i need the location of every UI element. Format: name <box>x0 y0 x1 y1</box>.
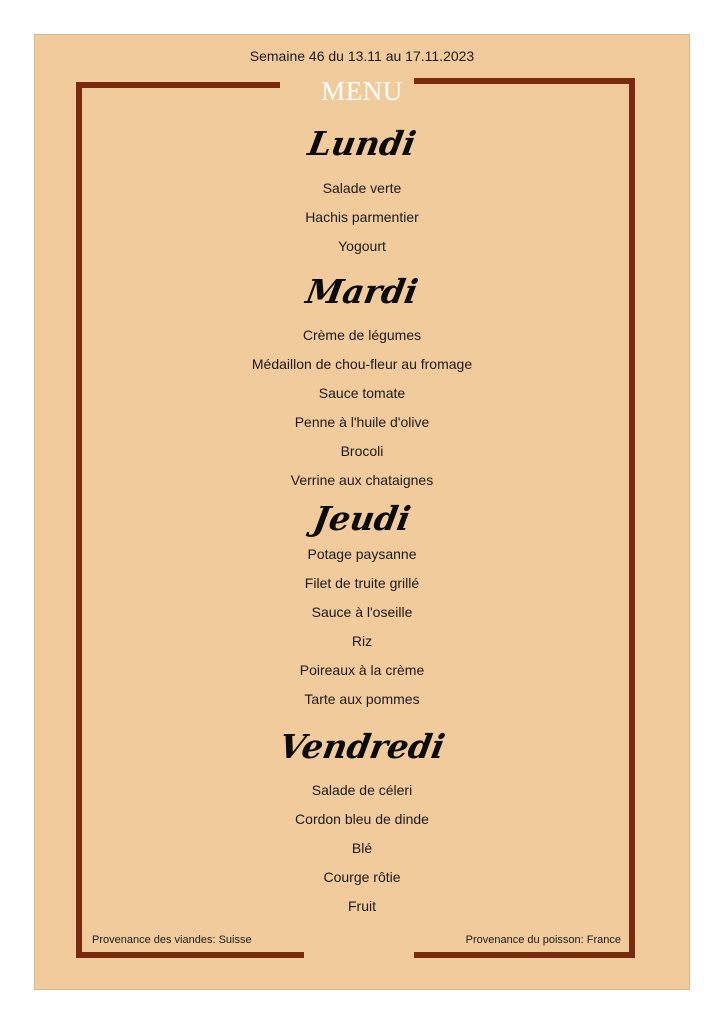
dish-item: Poireaux à la crème <box>299 662 425 678</box>
frame-bottom-right <box>414 952 635 958</box>
dish-item: Filet de truite grillé <box>304 575 420 591</box>
dish-item: Courge rôtie <box>323 869 401 885</box>
day-title-lundi: Lundi <box>305 124 419 163</box>
dish-item: Salade de céleri <box>311 782 413 798</box>
dish-item: Médaillon de chou-fleur au fromage <box>251 356 473 372</box>
menu-title: MENU <box>321 76 403 106</box>
dish-item: Riz <box>351 633 373 649</box>
dish-item: Cordon bleu de dinde <box>295 811 429 827</box>
dish-item: Brocoli <box>340 443 384 459</box>
dish-item: Sauce à l'oseille <box>311 604 413 620</box>
dish-item: Hachis parmentier <box>305 209 419 225</box>
frame-bottom-left <box>76 952 304 958</box>
dish-item: Yogourt <box>338 238 386 254</box>
week-label: Semaine 46 du 13.11 au 17.11.2023 <box>249 48 475 64</box>
dish-item: Crème de légumes <box>302 327 422 343</box>
dish-item: Sauce tomate <box>318 385 406 401</box>
dish-item: Fruit <box>348 898 376 914</box>
day-title-mardi: Mardi <box>303 272 421 311</box>
meat-origin-note: Provenance des viandes: Suisse <box>92 934 252 946</box>
dish-item: Blé <box>351 840 373 856</box>
dish-item: Potage paysanne <box>307 546 417 562</box>
dish-item: Salade verte <box>322 180 402 196</box>
dish-item: Penne à l'huile d'olive <box>294 414 430 430</box>
fish-origin-note: Provenance du poisson: France <box>465 934 621 946</box>
day-title-vendredi: Vendredi <box>276 727 448 766</box>
dish-item: Verrine aux chataignes <box>290 472 434 488</box>
dish-item: Tarte aux pommes <box>304 691 420 707</box>
day-title-jeudi: Jeudi <box>310 499 414 538</box>
